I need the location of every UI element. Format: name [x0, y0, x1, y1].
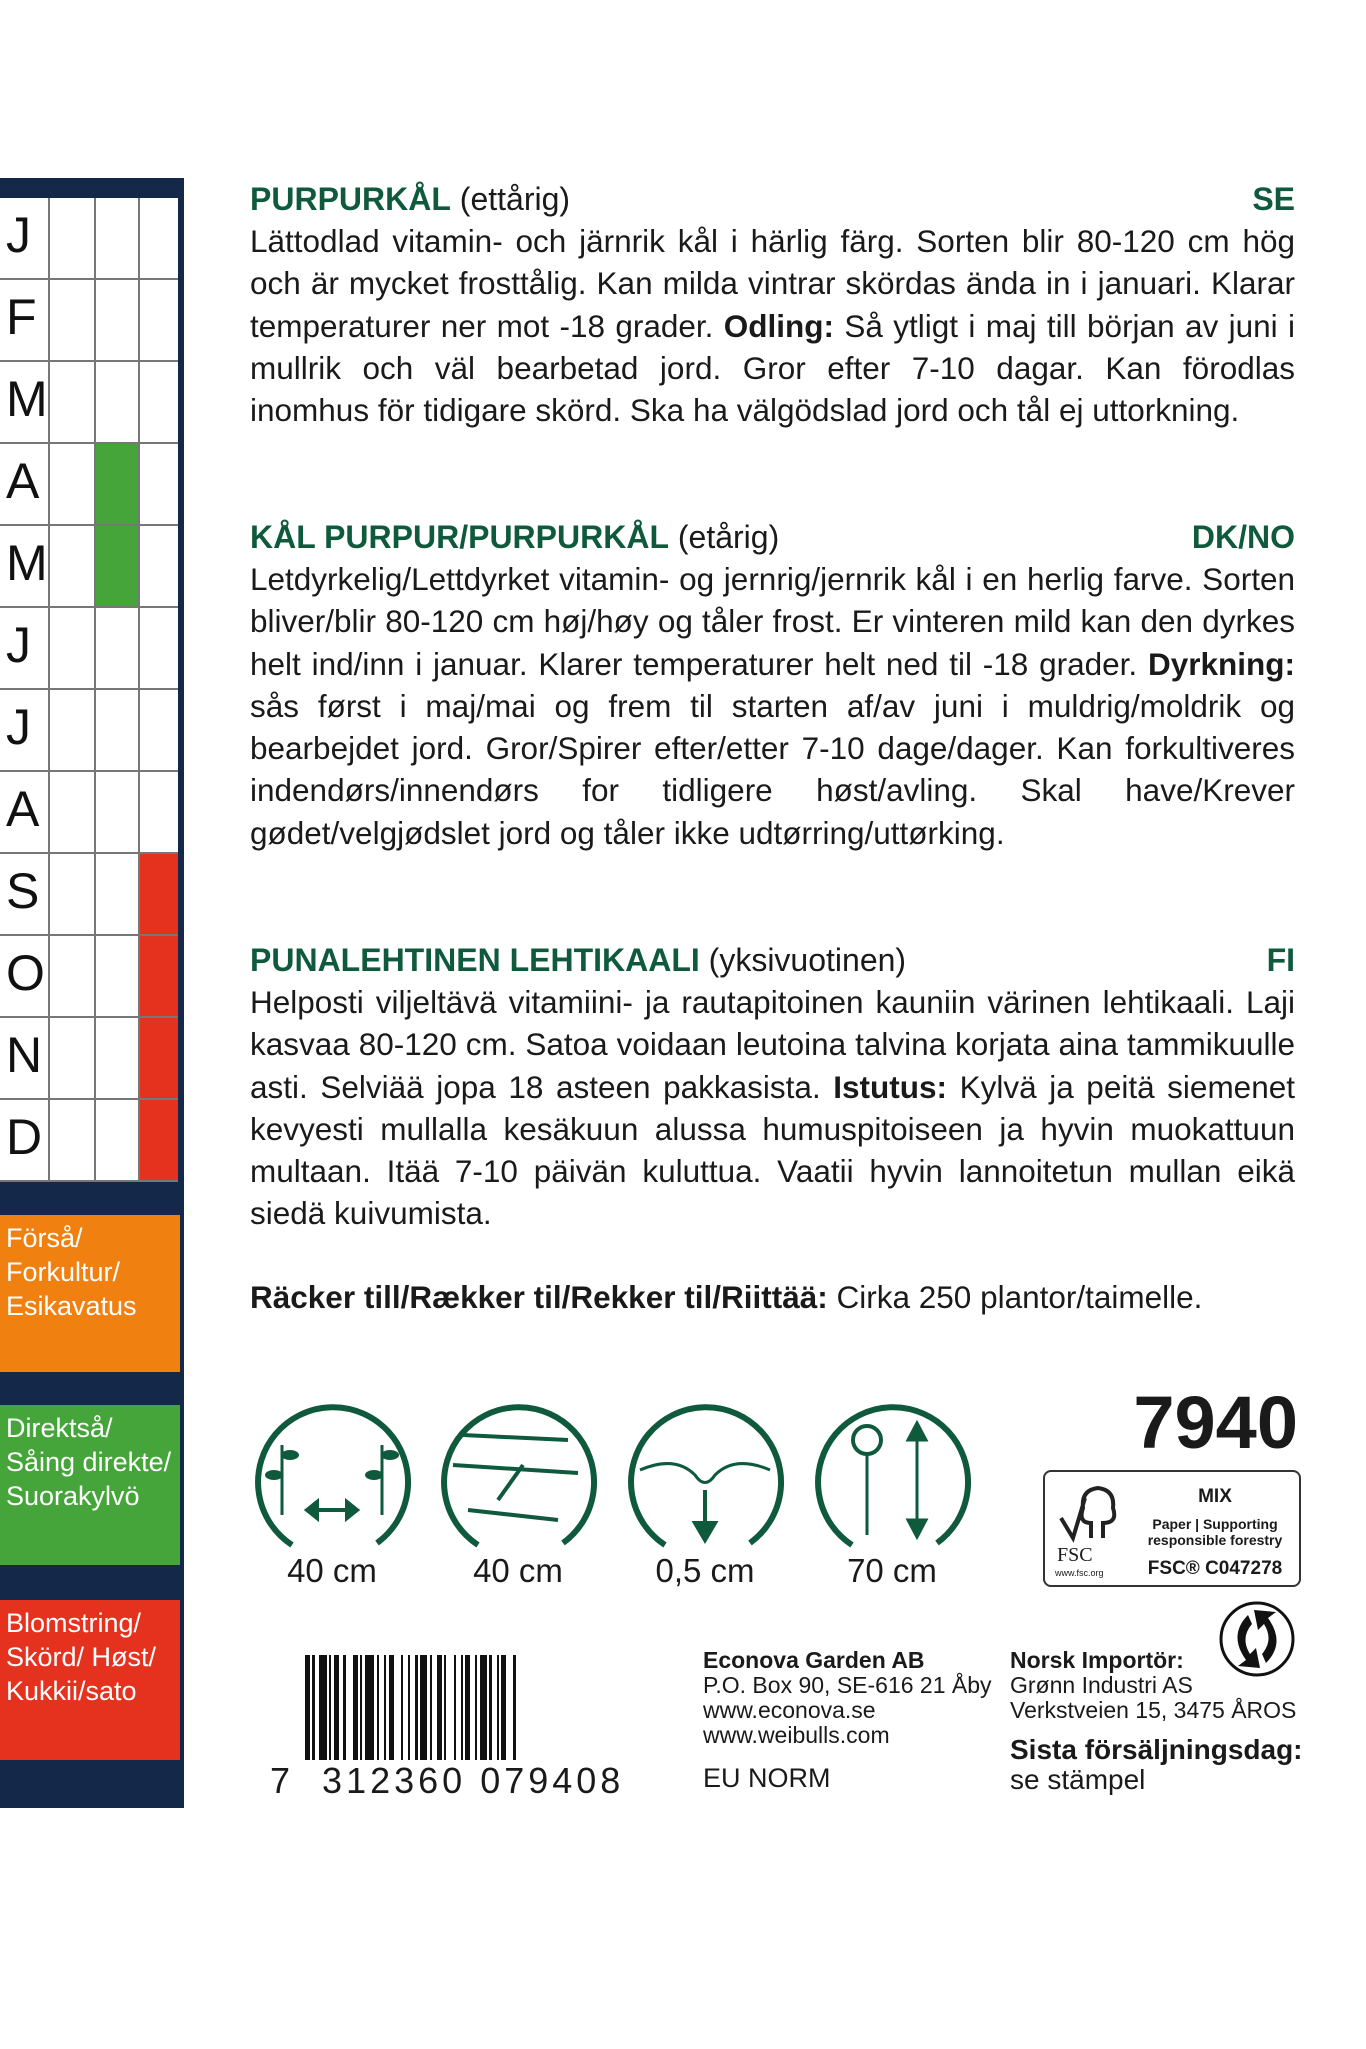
calendar-row [0, 198, 178, 280]
calendar-row [0, 280, 178, 362]
calendar-row [0, 608, 178, 690]
section-title: PUNALEHTINEN LEHTIKAALI [250, 942, 700, 978]
calendar-cell [94, 198, 138, 278]
calendar-cell [138, 280, 178, 360]
calendar-row [0, 690, 178, 772]
calendar-cell [48, 198, 94, 278]
article-number: 7940 [1133, 1381, 1298, 1464]
calendar-cell [48, 936, 94, 1016]
calendar-cell [138, 362, 178, 442]
fsc-logo: FSC www.fsc.org MIX Paper | Supporting responsible forestry FSC® C047278 [1043, 1470, 1301, 1587]
calendar-cell [138, 1100, 178, 1180]
calendar-cell [138, 936, 178, 1016]
calendar-cell [94, 1018, 138, 1098]
calendar-cell [48, 280, 94, 360]
calendar-cell [138, 690, 178, 770]
section-dk-no [250, 516, 1295, 854]
section-fi [250, 939, 1295, 1235]
section-se [250, 178, 1295, 431]
barcode-bar [319, 1655, 326, 1773]
calendar-cell [94, 280, 138, 360]
calendar-cell [48, 608, 94, 688]
calendar-cell [94, 772, 138, 852]
month-label: A [6, 453, 40, 509]
plant-height-icon [812, 1395, 972, 1555]
language-code: FI [1266, 942, 1295, 978]
sowing-depth-icon [625, 1395, 785, 1555]
section-title: PURPURKÅL [250, 181, 451, 217]
company-info: Econova Garden AB P.O. Box 90, SE-616 21 Åby www.econova.se www.weibulls.com EU NORM [703, 1647, 992, 1793]
calendar-row [0, 444, 178, 526]
calendar-row [0, 1100, 178, 1182]
legend-indoor-sowing: Förså/ Forkultur/ Esikavatus [0, 1215, 180, 1372]
barcode-bar [506, 1655, 513, 1773]
calendar-cell [48, 854, 94, 934]
month-label: F [6, 289, 37, 345]
calendar-row [0, 1018, 178, 1100]
calendar-cell [48, 362, 94, 442]
section-title: KÅL PURPUR/PURPURKÅL [250, 519, 669, 555]
calendar-row [0, 854, 178, 936]
barcode-bar [516, 1655, 518, 1773]
yield-info: Räcker till/Rækker til/Rekker til/Riittää: Cirka 250 plantor/taimelle. [250, 1279, 1203, 1315]
barcode-bar [365, 1655, 375, 1773]
calendar-cell [138, 444, 178, 524]
calendar-cell [48, 690, 94, 770]
calendar-cell [94, 444, 138, 524]
calendar-row [0, 936, 178, 1018]
section-body: Helposti viljeltävä vitamiini- ja rautapitoinen kauniin värinen lehtikaali. Laji kasvaa 80-120 cm. Satoa voidaan leutoina talvina korjata aina tammikuulle asti. Selviää jopa 18 asteen pakkasista. Istutus: Kylvä ja peitä siemenet kevyesti mullalla kesäkuun alussa humuspitoiseen ja hyvin muokattuun multaan. Itää 7-10 päivän kuluttua. Vaatii hyvin lannoitetun mullan eikä siedä kuivumista. [250, 984, 1295, 1232]
month-label: A [6, 781, 40, 837]
month-label: M [6, 535, 48, 591]
month-label: S [6, 863, 40, 919]
calendar-cell [94, 526, 138, 606]
calendar-cell [48, 772, 94, 852]
calendar-cell [48, 1018, 94, 1098]
month-label: J [6, 699, 31, 755]
calendar-cell [94, 362, 138, 442]
calendar-row [0, 772, 178, 854]
month-label: O [6, 945, 45, 1001]
calendar-cell [48, 526, 94, 606]
calendar-row [0, 526, 178, 608]
barcode-bar [346, 1655, 353, 1773]
calendar-cell [138, 772, 178, 852]
calendar-row [0, 362, 178, 444]
calendar-cell [94, 608, 138, 688]
icon-label: 40 cm [473, 1552, 563, 1589]
calendar-cell [94, 690, 138, 770]
month-label: J [6, 207, 31, 263]
barcode-bar [394, 1655, 401, 1773]
month-label: N [6, 1027, 43, 1083]
calendar-cell [138, 526, 178, 606]
icon-label: 70 cm [847, 1552, 937, 1589]
barcode-bar [420, 1655, 427, 1773]
calendar-cell [138, 1018, 178, 1098]
icon-label: 0,5 cm [655, 1552, 755, 1589]
month-label: D [6, 1109, 43, 1165]
barcode-bar [480, 1655, 487, 1773]
barcode-digits: 7 312360 079408 [270, 1760, 625, 1801]
section-body: Letdyrkelig/Lettdyrket vitamin- og jernrig/jernrik kål i en herlig farve. Sorten bliver/blir 80-120 cm høj/høy og tåler frost. Er vinteren mild kan den dyrkes helt ind/inn i januar. Klarer temperaturer helt ned til -18 grader. Dyrkning: sås først i maj/mai og frem til starten af/av juni i muldrig/moldrik og bearbejdet jord. Gror/Spirer efter/etter 7-10 dage/dager. Kan forkultiveres indendørs/innendørs for tidligere høst/avling. Skal have/Krever gødet/velgjødslet jord og tåler ikke udtørring/uttørking. [250, 561, 1295, 851]
calendar-cell [94, 936, 138, 1016]
fsc-tree-icon [1053, 1478, 1123, 1548]
language-code: DK/NO [1191, 519, 1295, 555]
importer-info: Norsk Importör: Grønn Industri AS Verkstveien 15, 3475 ÅROS Sista försäljningsdag: se stämpel [1010, 1647, 1303, 1795]
calendar-cell [94, 1100, 138, 1180]
month-label: J [6, 617, 31, 673]
calendar-cell [138, 854, 178, 934]
language-code: SE [1252, 181, 1295, 217]
calendar-cell [94, 854, 138, 934]
section-suffix: (etårig) [668, 519, 780, 555]
barcode-bar [446, 1655, 453, 1773]
legend-direct-sowing: Direktså/ Såing direkte/ Suorakylvö [0, 1405, 180, 1565]
calendar-cell [138, 608, 178, 688]
icon-label: 40 cm [287, 1552, 377, 1589]
month-label: M [6, 371, 48, 427]
section-body: Lättodlad vitamin- och järnrik kål i härlig färg. Sorten blir 80-120 cm hög och är mycket frosttålig. Kan milda vintrar skördas ända in i januari. Klarar temperaturer ner mot -18 grader. Odling: Så ytligt i maj till början av juni i mullrik och väl bearbetad jord. Gror efter 7-10 dagar. Kan förodlas inomhus för tidigare skörd. Ska ha välgödslad jord och tål ej uttorkning. [250, 223, 1295, 429]
section-suffix: (yksivuotinen) [699, 942, 907, 978]
section-suffix: (ettårig) [450, 181, 571, 217]
calendar-cell [138, 198, 178, 278]
row-spacing-icon [438, 1395, 598, 1555]
legend-harvest: Blomstring/ Skörd/ Høst/ Kukkii/sato [0, 1600, 180, 1760]
calendar-cell [48, 1100, 94, 1180]
calendar-cell [48, 444, 94, 524]
plant-spacing-icon [252, 1395, 412, 1555]
